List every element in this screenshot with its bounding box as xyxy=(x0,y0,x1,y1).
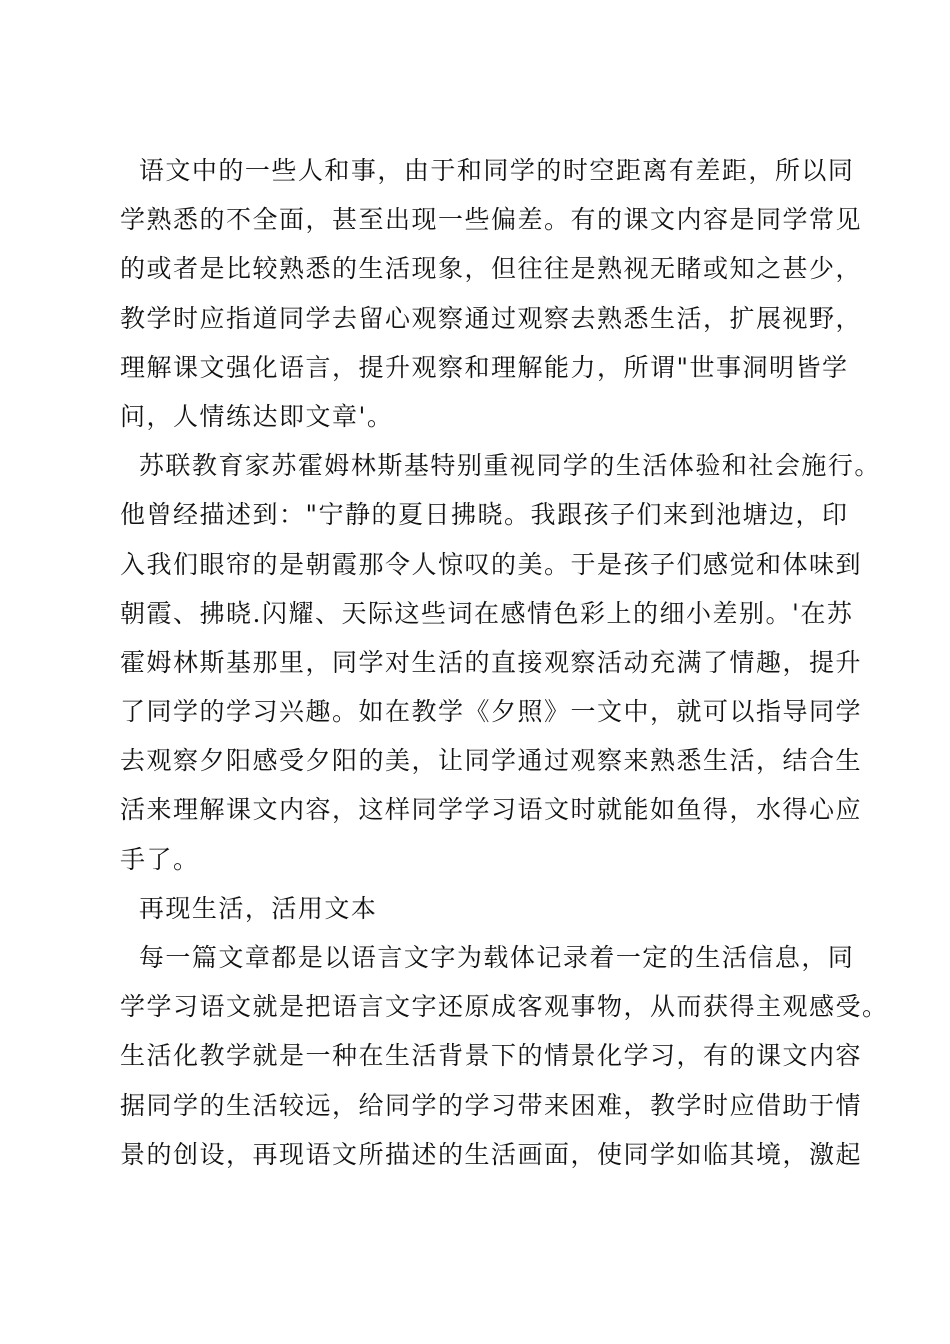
text-line: 入我们眼帘的是朝霞那令人惊叹的美。于是孩子们感觉和体味到 xyxy=(120,549,863,579)
text-line: 学学习语文就是把语言文字还原成客观事物，从而获得主观感受。 xyxy=(120,992,889,1022)
section-heading: 再现生活，活用文本 xyxy=(120,893,378,923)
text-line: 手了。 xyxy=(120,844,200,874)
text-line: 教学时应指道同学去留心观察通过观察去熟悉生活，扩展视野， xyxy=(120,303,863,333)
text-line: 景的创设，再现语文所描述的生活画面，使同学如临其境，激起 xyxy=(120,1139,863,1169)
text-line: 问，人情练达即文章'。 xyxy=(120,401,394,431)
text-line: 苏联教育家苏霍姆林斯基特别重视同学的生活体验和社会施行。 xyxy=(120,451,881,481)
text-line: 霍姆林斯基那里，同学对生活的直接观察活动充满了情趣，提升 xyxy=(120,647,863,677)
text-line: 据同学的生活较远，给同学的学习带来困难，教学时应借助于情 xyxy=(120,1090,863,1120)
text-line: 生活化教学就是一种在生活背景下的情景化学习，有的课文内容 xyxy=(120,1041,863,1071)
text-line: 活来理解课文内容，这样同学学习语文时就能如鱼得，水得心应 xyxy=(120,795,863,825)
text-line: 理解课文强化语言，提升观察和理解能力，所谓"世事洞明皆学 xyxy=(120,352,849,382)
body-text xyxy=(120,146,889,1179)
text-line: 的或者是比较熟悉的生活现象，但往往是熟视无睹或知之甚少， xyxy=(120,254,863,284)
text-line: 他曾经描述到："宁静的夏日拂晓。我跟孩子们来到池塘边，印 xyxy=(120,500,849,530)
text-line: 朝霞、拂晓.闪耀、天际这些词在感情色彩上的细小差别。'在苏 xyxy=(120,598,854,628)
text-line: 了同学的学习兴趣。如在教学《夕照》一文中，就可以指导同学 xyxy=(120,697,863,727)
text-line: 去观察夕阳感受夕阳的美，让同学通过观察来熟悉生活，结合生 xyxy=(120,746,863,776)
text-line: 学熟悉的不全面，甚至出现一些偏差。有的课文内容是同学常见 xyxy=(120,205,863,235)
text-line: 语文中的一些人和事，由于和同学的时空距离有差距，所以同 xyxy=(120,156,855,185)
text-line: 每一篇文章都是以语言文字为载体记录着一定的生活信息，同 xyxy=(120,943,855,972)
